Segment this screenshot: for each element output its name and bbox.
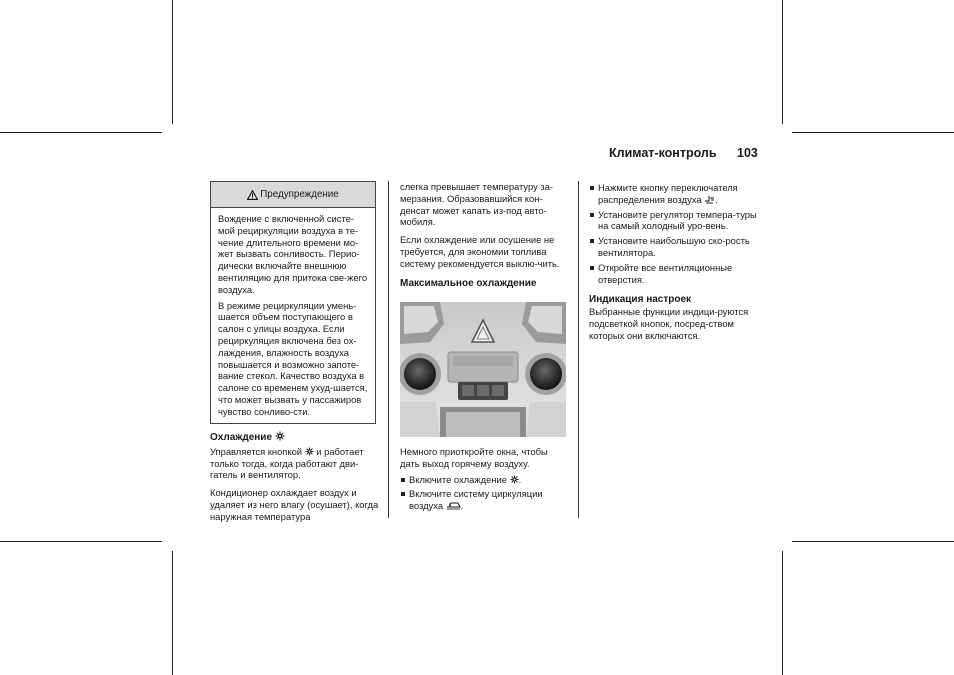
crop-mark xyxy=(172,0,173,124)
cooling-heading-text: Охлаждение xyxy=(210,432,273,443)
crop-mark xyxy=(792,132,954,133)
list-item-text: Нажмите кнопку переключателя распределения воздуха xyxy=(598,182,738,205)
crop-mark xyxy=(792,541,954,542)
air-distribution-icon xyxy=(704,195,715,204)
crop-mark xyxy=(0,132,162,133)
paragraph: Немного приоткройте окна, чтобы дать выход горячему воздуху. xyxy=(400,446,548,469)
crop-mark xyxy=(782,551,783,675)
page-number: 103 xyxy=(737,146,758,160)
steps-list xyxy=(589,182,761,285)
list-item: Установите наибольшую ско-рость вентилятора. xyxy=(589,235,761,259)
list-item: Установите регулятор темпера-туры на самый холодный уро-вень. xyxy=(589,209,761,233)
snowflake-icon xyxy=(510,475,519,484)
column-3-text xyxy=(589,182,761,348)
list-item-text: . xyxy=(715,193,718,205)
paragraph: слегка превышает температуру за-мерзания. Образовавшийся кон-денсат может капать из-под авто-мобиля. xyxy=(400,181,554,228)
cooling-paragraph xyxy=(210,446,380,481)
snowflake-icon xyxy=(275,431,285,441)
paragraph: Выбранные функции индици-руются подсветкой кнопок, посред-ством которых они включаются. xyxy=(589,306,749,341)
cooling-heading xyxy=(210,431,380,444)
paragraph: Если охлаждение или осушение не требуется, для экономии топлива систему рекомендуется выклю-чить. xyxy=(400,234,560,269)
panel-illustration xyxy=(400,302,566,437)
steps-list xyxy=(400,474,570,512)
snowflake-icon xyxy=(305,447,314,456)
warning-triangle-icon xyxy=(247,190,258,200)
warning-box xyxy=(210,181,376,424)
page-title: Климат-контроль xyxy=(609,146,717,160)
warning-title: Предупреждение xyxy=(260,189,339,200)
warning-paragraph: Вождение с включенной систе-мой рециркуляции воздуха в те-чение длительного времени мо-жет вызвать сонливость. Перио-дически включайте внешнюю вентиляцию для притока све-жего воздуха. xyxy=(218,213,368,295)
warning-header xyxy=(211,182,375,208)
column-2-text xyxy=(400,181,570,291)
column-divider xyxy=(388,181,389,518)
column-divider xyxy=(578,181,579,518)
cooling-paragraph: Кондиционер охлаждает воздух и удаляет из него влагу (осушает), когда наружная температура xyxy=(210,487,379,522)
warning-paragraph: В режиме рециркуляции умень-шается объем поступающего в салон с улицы воздуха. Если рециркуляция включена без ох-лаждения, влажность воздуха повышается и возможно запоте-вание стекол. Качество воздуха в салоне со временем ухуд-шается, что может вызвать у пассажиров чувство сонливо-сти. xyxy=(218,299,368,417)
recirculation-icon xyxy=(446,501,461,510)
crop-mark xyxy=(172,551,173,675)
max-cooling-heading: Максимальное охлаждение xyxy=(400,277,537,289)
list-item-text: . xyxy=(460,500,464,512)
crop-mark xyxy=(782,0,783,124)
list-item-text: Включите систему циркуляции воздуха xyxy=(409,488,543,512)
cooling-text: Управляется кнопкой xyxy=(210,445,303,457)
climate-control-panel-photo xyxy=(400,302,566,437)
list-item: Откройте все вентиляционные отверстия. xyxy=(589,262,761,286)
cooling-text: и работает только тогда, когда работают дви-гатель и вентилятор. xyxy=(210,445,364,481)
list-item xyxy=(589,182,761,206)
list-item-text: . xyxy=(518,473,522,485)
indication-heading: Индикация настроек xyxy=(589,294,692,306)
list-item xyxy=(400,474,570,486)
list-item-text: Включите охлаждение xyxy=(409,473,507,485)
column-1-text xyxy=(210,431,380,529)
list-item xyxy=(400,488,570,512)
crop-mark xyxy=(0,541,162,542)
column-2-lower-text xyxy=(400,446,570,515)
